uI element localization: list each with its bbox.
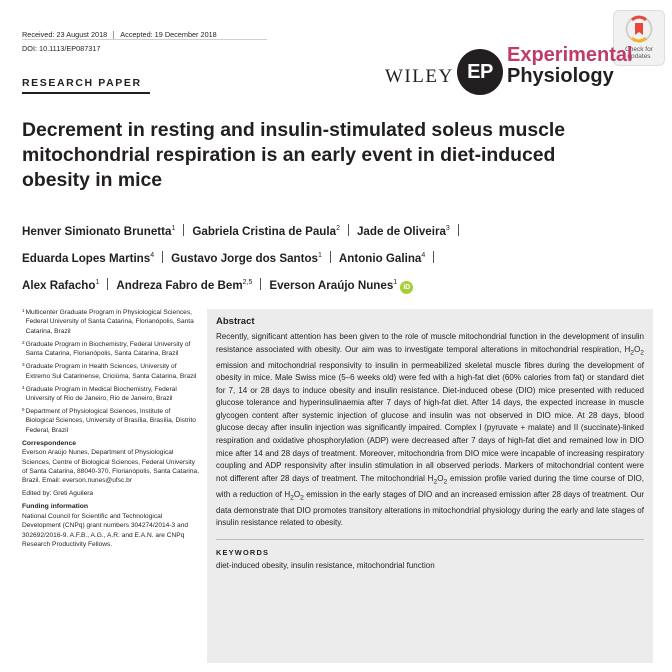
funding-heading: Funding information <box>22 503 89 511</box>
author-name: Andreza Fabro de Bem <box>116 278 243 292</box>
correspondence-block <box>22 439 200 486</box>
subscript: 2 <box>640 349 644 357</box>
affiliation-item <box>22 340 200 359</box>
author[interactable] <box>22 279 99 292</box>
affiliation-number: 2 <box>22 339 25 345</box>
subscript: 2 <box>630 349 634 357</box>
abstract-segment: O <box>634 344 641 354</box>
author[interactable] <box>22 225 175 238</box>
badge-label-line2: updates <box>627 53 651 60</box>
keywords-text: diet-induced obesity, insulin resistance, mitochondrial function <box>216 561 435 571</box>
author[interactable] <box>171 252 322 265</box>
journal-name-line1: Experimental <box>507 44 633 66</box>
divider <box>107 278 108 290</box>
author[interactable] <box>116 279 252 292</box>
author[interactable] <box>339 252 425 265</box>
affiliation-item <box>22 362 200 381</box>
affiliation-text: Graduate Program in Health Sciences, University of Extremo Sul Catarinense, Criciúma, Santa Catarina, Brazil <box>25 363 197 380</box>
affiliation-text: Multicenter Graduate Program in Physiological Sciences, Federal University of Santa Catarina, Florianópolis, Santa Catarina, Brazil <box>25 309 194 335</box>
badge-label-line1: Check for <box>625 46 653 53</box>
author-affiliation-ref: 2,5 <box>242 278 253 286</box>
journal-logo-icon: EP <box>457 49 503 95</box>
author-name: Alex Rafacho <box>22 278 96 292</box>
subscript: 2 <box>433 478 438 486</box>
author-affiliation-ref: 2 <box>336 225 340 232</box>
author-affiliation-ref: 3 <box>445 225 450 232</box>
subscript: 2 <box>290 494 294 502</box>
affiliation-text: Graduate Program in Medical Biochemistry, Federal University of Rio de Janeiro, Rio de Janeiro, Brazil <box>25 385 177 403</box>
divider <box>348 224 349 236</box>
author[interactable] <box>357 225 450 238</box>
author-name: Gabriela Cristina de Paula <box>192 224 337 238</box>
author-name: Henver Simionato Brunetta <box>22 224 172 238</box>
divider <box>458 224 459 236</box>
funding-text: National Council for Scientific and Technological Development (CNPq) grant numbers 304274/2014-3 and 302692/2016-9. A.F.B., A.G., A.R. and E.A.N. are CNPq Research Productivity Fellows. <box>22 512 189 549</box>
keywords-divider <box>216 539 644 540</box>
affiliation-number: 1 <box>22 308 25 313</box>
author-affiliation-ref: 4 <box>150 251 155 259</box>
divider <box>260 278 261 290</box>
correspondence-text: Everson Araújo Nunes, Department of Physiological Sciences, Centre of Biological Sciences, Federal University of Santa Catarina, 88040-370, Florianópolis, Santa Catarina, Brazil. Email: everson.nunes@ufsc.br <box>22 449 200 485</box>
author-name: Everson Araújo Nunes <box>269 278 394 292</box>
abstract-segment: O <box>437 473 444 483</box>
author-name: Antonio Galina <box>338 251 422 265</box>
article-type-underline <box>22 92 150 94</box>
doi[interactable]: DOI: 10.1113/EP087317 <box>22 44 101 53</box>
author[interactable] <box>269 279 413 292</box>
orcid-icon[interactable]: iD <box>400 281 413 294</box>
author-name: Gustavo Jorge dos Santos <box>171 251 318 265</box>
correspondence-heading: Correspondence <box>22 439 77 447</box>
author-name: Jade de Oliveira <box>356 224 446 238</box>
affiliation-item <box>22 385 200 404</box>
affiliation-text: Graduate Program in Biochemistry, Federal University of Santa Catarina, Florianópolis, Santa Catarina, Brazil <box>25 340 191 358</box>
abstract-segment: Recently, significant attention has been given to the role of muscle mitochondrial function in the development of insulin resistance associated with obesity. Our aim was to investigate temporal alterations in mitochondrial respiration, H <box>216 332 644 354</box>
accepted-date: Accepted: 19 December 2018 <box>120 30 217 39</box>
affiliation-number: 4 <box>22 384 25 390</box>
article-sidebar <box>22 308 200 553</box>
author-affiliation-ref: 1 <box>95 278 100 286</box>
article-type-label: RESEARCH PAPER <box>22 77 142 89</box>
affiliation-item <box>22 407 200 435</box>
funding-block <box>22 502 200 549</box>
keywords-heading: KEYWORDS <box>216 548 270 558</box>
abstract-segment: O <box>293 489 301 499</box>
author-name: Eduarda Lopes Martins <box>22 251 151 265</box>
author-list <box>22 217 652 298</box>
subscript: 2 <box>300 494 304 502</box>
abstract-panel <box>207 309 653 663</box>
divider <box>183 224 184 236</box>
author-affiliation-ref: 1 <box>393 278 398 286</box>
abstract-segment: emission and mitochondrial responsivity to insulin in permeabilized skeletal muscle fibres during the development of obesity in mice. Male Swiss mice (5–6 weeks old) were fed with a high-fat diet (60% calories from fat) or standard diet for 7, 14 or 28 days to induce obesity and insulin resistance. Diet-induced obese (DIO) mice presented with reduced glucose tolerance and hyperinsulinaemia after 7 days of high-fat diet. After 14 days, the expected increase in muscle glycogen content after systemic injection of glucose and insulin was not observed in DIO mice. At 28 days, blood glucose decay after insulin injection was significantly impaired. Complex I (pyruvate + malate) and II (succinate)-linked respiration and oxidative phosphorylation (ADP) were decreased after 7 days of high-fat diet and remained low in DIO mice after 14 and 28 days of treatment. Moreover, mitochondria from DIO mice were incapable of increasing respiratory coupling and ADP responsivity after insulin stimulation in all observed periods. Markers of mitochondrial content were not different after 28 days of treatment. The mitochondrial H <box>216 360 644 483</box>
author-affiliation-ref: 1 <box>318 251 322 259</box>
edited-by: Edited by: Greti Aguilera <box>22 490 94 498</box>
author-affiliation-ref: 1 <box>171 225 176 232</box>
affiliation-text: Department of Physiological Sciences, Institute of Biological Sciences, University of Brasília, Brasília, Distrito Federal, Brazil <box>25 408 196 434</box>
author[interactable] <box>22 252 154 265</box>
journal-name <box>507 45 633 87</box>
received-date: Received: 23 August 2018 <box>22 30 108 39</box>
author-affiliation-ref: 4 <box>421 251 426 259</box>
journal-name-line2: Physiology <box>507 65 614 87</box>
abstract-segment: emission in the early stages of DIO and an increased emission after 28 days of treatment. Our data demonstrate that DIO promotes transitory alterations in mitochondrial physiology during the early and late stages of insulin resistance related to obesity. <box>216 489 644 528</box>
subscript: 2 <box>443 478 448 486</box>
affiliation-item <box>22 308 200 336</box>
abstract-text <box>216 331 644 530</box>
divider <box>162 251 163 263</box>
abstract-segment: emission profile varied during the time course of DIO, with a reduction of H <box>216 473 644 499</box>
affiliation-number: 3 <box>22 362 25 368</box>
bookmark-icon <box>625 15 653 45</box>
article-title: Decrement in resting and insulin-stimulated soleus muscle mitochondrial respiration is an early event in diet-induced obesity in mice <box>22 119 566 191</box>
affiliation-number: 5 <box>22 407 25 413</box>
abstract-heading: Abstract <box>216 316 255 327</box>
divider <box>433 251 434 263</box>
meta-divider <box>22 39 267 40</box>
publisher-logo: WILEY <box>385 66 454 87</box>
author[interactable] <box>192 225 340 238</box>
divider <box>330 251 331 263</box>
